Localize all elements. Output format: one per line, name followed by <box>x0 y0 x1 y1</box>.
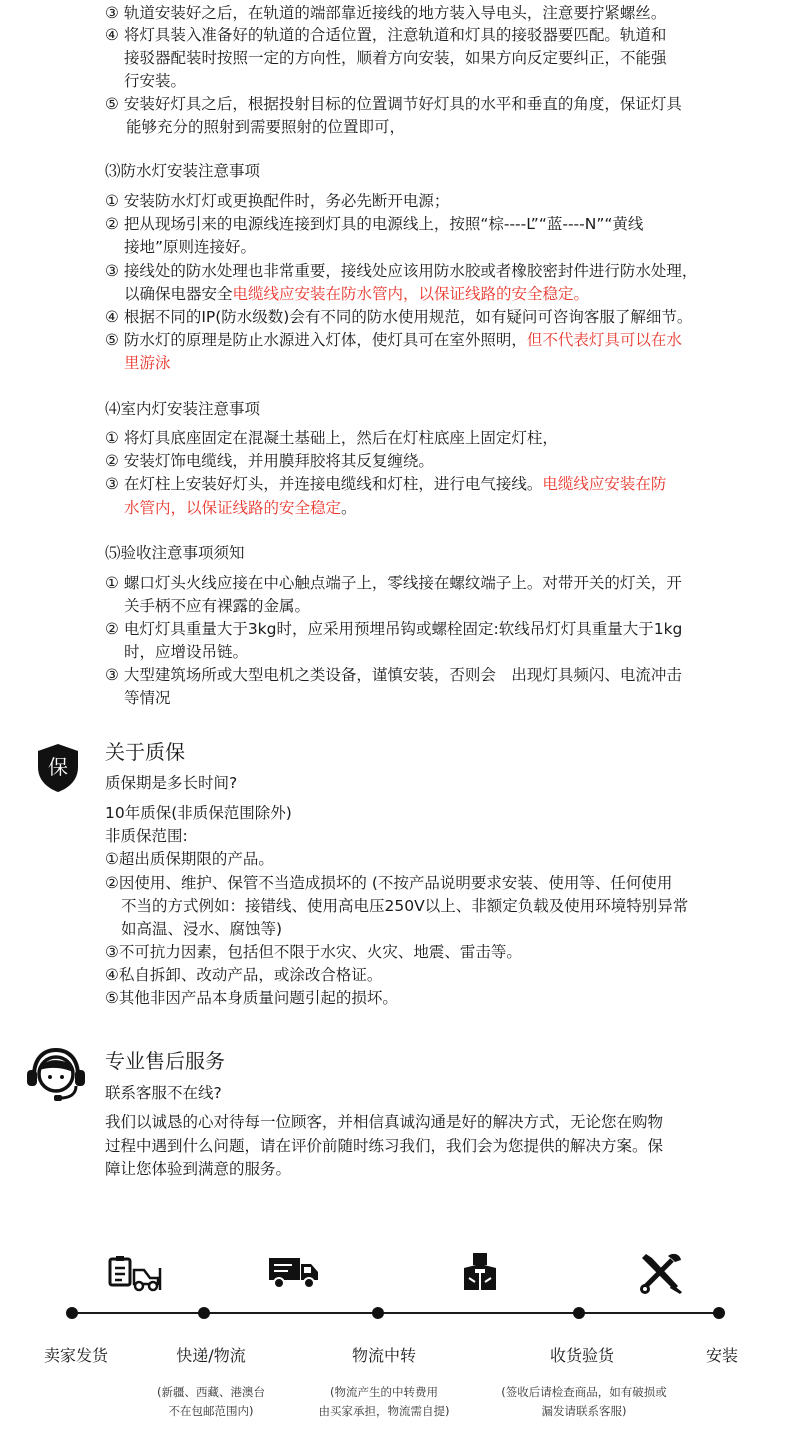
indoor-line-3 <box>105 473 666 495</box>
service-question: 联系客服不在线? <box>105 1084 222 1102</box>
track-line-6: 能够充分的照射到需要照射的位置即可， <box>126 118 406 136</box>
waterproof-line-4: ③ 接线处的防水处理也非常重要，接线处应该用防水胶或者橡胶密封件进行防水处理， <box>105 262 698 280</box>
indoor-line-3-text: ③ 在灯柱上安装好灯头，并连接电缆线和灯柱，进行电气接线。 <box>105 475 543 493</box>
warranty-line-7: ③不可抗力因素，包括但不限于水灾、火灾、地震、雷击等。 <box>105 943 522 961</box>
flow-step-note-2 <box>157 1383 265 1421</box>
indoor-line-1: ① 将灯具底座固定在混凝土基础上，然后在灯柱底座上固定灯柱， <box>105 429 558 447</box>
acceptance-heading: ⑸验收注意事项须知 <box>105 544 245 562</box>
indoor-warning-text-2: 水管内，以保证线路的安全稳定 <box>124 499 342 517</box>
waterproof-warning-text-2: 但不代表灯具可以在水 <box>526 331 682 349</box>
waterproof-line-5 <box>124 283 589 305</box>
customer-service-icon <box>24 1046 88 1102</box>
flow-dot-1 <box>66 1307 78 1319</box>
warranty-line-5: 不当的方式例如：接错线、使用高电压250V以上、非额定负载及使用环境特别异常 <box>121 897 689 915</box>
acceptance-line-4: 时，应增设吊链。 <box>124 643 249 661</box>
clipboard-forklift-icon <box>108 1256 164 1292</box>
flow-step-note-4-line-1: (签收后请检查商品，如有破损或 <box>501 1385 667 1399</box>
waterproof-warning-text: 电缆线应安装在防水管内，以保证线路的安全稳定。 <box>232 285 590 303</box>
flow-step-label-2: 快递/物流 <box>176 1346 246 1365</box>
flow-step-label-3: 物流中转 <box>351 1346 417 1365</box>
warranty-shield-icon <box>36 743 80 793</box>
warranty-icon-char: 保 <box>48 755 68 779</box>
service-title: 专业售后服务 <box>105 1049 225 1073</box>
flow-dot-2 <box>198 1307 210 1319</box>
warranty-line-9: ⑤其他非因产品本身质量问题引起的损坏。 <box>105 989 398 1007</box>
flow-timeline <box>72 1312 720 1314</box>
waterproof-line-6: ④ 根据不同的IP(防水级数)会有不同的防水使用规范，如有疑问可咨询客服了解细节。 <box>105 308 693 326</box>
flow-step-note-2-line-1: (新疆、西藏、港澳台 <box>157 1385 265 1399</box>
waterproof-line-7-text: ⑤ 防水灯的原理是防止水源进入灯体，使灯具可在室外照明， <box>105 331 527 349</box>
warranty-line-8: ④私自拆卸、改动产品，或涂改合格证。 <box>105 966 383 984</box>
wrench-screwdriver-icon <box>638 1250 684 1296</box>
flow-step-note-4-line-2: 漏发请联系客服) <box>541 1404 627 1418</box>
flow-dot-3 <box>372 1307 384 1319</box>
package-box-icon <box>461 1252 499 1294</box>
warranty-line-1: 10年质保(非质保范围除外) <box>105 804 292 822</box>
indoor-warning-text: 电缆线应安装在防 <box>542 475 667 493</box>
acceptance-line-3: ② 电灯灯具重量大于3kg时，应采用预埋吊钩或螺栓固定:软线吊灯灯具重量大于1kg <box>105 620 683 638</box>
acceptance-line-5: ③ 大型建筑场所或大型电机之类设备，谨慎安装，否则会 出现灯具频闪、电流冲击 <box>105 666 682 684</box>
track-line-2: ④ 将灯具装入准备好的轨道的合适位置，注意轨道和灯具的接驳器要匹配。轨道和 <box>105 26 667 44</box>
waterproof-heading: ⑶防水灯安装注意事项 <box>105 162 261 180</box>
delivery-truck-icon <box>268 1256 320 1290</box>
warranty-question: 质保期是多长时间? <box>105 774 238 792</box>
flow-dot-4 <box>573 1307 585 1319</box>
flow-step-note-3-line-1: (物流产生的中转费用 <box>330 1385 438 1399</box>
indoor-line-4 <box>124 497 357 519</box>
flow-dot-5 <box>713 1307 725 1319</box>
flow-step-label-4: 收货验货 <box>549 1346 615 1365</box>
indoor-heading: ⑷室内灯安装注意事项 <box>105 400 261 418</box>
flow-step-note-3 <box>319 1383 450 1421</box>
warranty-line-3: ①超出质保期限的产品。 <box>105 850 274 868</box>
waterproof-line-8: 里游泳 <box>124 354 171 372</box>
acceptance-line-6: 等情况 <box>124 689 171 707</box>
service-line-1: 我们以诚恳的心对待每一位顾客，并相信真诚沟通是好的解决方式，无论您在购物 <box>105 1113 664 1131</box>
service-line-2: 过程中遇到什么问题，请在评价前随时练习我们，我们会为您提供的解决方案。保 <box>105 1137 664 1155</box>
track-line-3: 接驳器配装时按照一定的方向性，顺着方向安装，如果方向反定要纠正，不能强 <box>124 49 667 67</box>
warranty-title: 关于质保 <box>105 740 185 764</box>
waterproof-line-7 <box>105 329 682 351</box>
waterproof-line-2: ② 把从现场引来的电源线连接到灯具的电源线上，按照“棕----L”“蓝----N”“黄线 <box>105 215 644 233</box>
indoor-line-2: ② 安装灯饰电缆线，并用膜拜胶将其反复缠绕。 <box>105 452 434 470</box>
warranty-line-4: ②因使用、维护、保管不当造成损坏的 (不按产品说明要求安装、使用等、任何使用 <box>105 874 673 892</box>
warranty-line-2: 非质保范围: <box>105 827 188 845</box>
track-line-5: ⑤ 安装好灯具之后，根据投射目标的位置调节好灯具的水平和垂直的角度，保证灯具 <box>105 95 682 113</box>
flow-step-note-4 <box>501 1383 667 1421</box>
warranty-line-6: 如高温、浸水、腐蚀等) <box>121 920 283 938</box>
waterproof-line-5-text: 以确保电器安全 <box>124 285 233 303</box>
flow-step-label-5: 安装 <box>705 1346 739 1365</box>
indoor-line-4-end: 。 <box>341 499 357 517</box>
flow-step-note-2-line-2: 不在包邮范围内) <box>168 1404 254 1418</box>
waterproof-line-1: ① 安装防水灯灯或更换配件时，务必先断开电源； <box>105 192 450 210</box>
acceptance-line-2: 关手柄不应有裸露的金属。 <box>124 597 311 615</box>
track-line-4: 行安装。 <box>124 72 187 90</box>
track-line-1: ③ 轨道安装好之后，在轨道的端部靠近接线的地方装入导电头，注意要拧紧螺丝。 <box>105 4 667 22</box>
acceptance-line-1: ① 螺口灯头火线应接在中心触点端子上，零线接在螺纹端子上。对带开关的灯关，开 <box>105 574 682 592</box>
flow-step-note-3-line-2: 由买家承担，物流需自提) <box>318 1404 450 1418</box>
flow-step-label-1: 卖家发货 <box>43 1346 109 1365</box>
waterproof-line-3: 接地”原则连接好。 <box>124 238 257 256</box>
service-line-3: 障让您体验到满意的服务。 <box>105 1160 292 1178</box>
